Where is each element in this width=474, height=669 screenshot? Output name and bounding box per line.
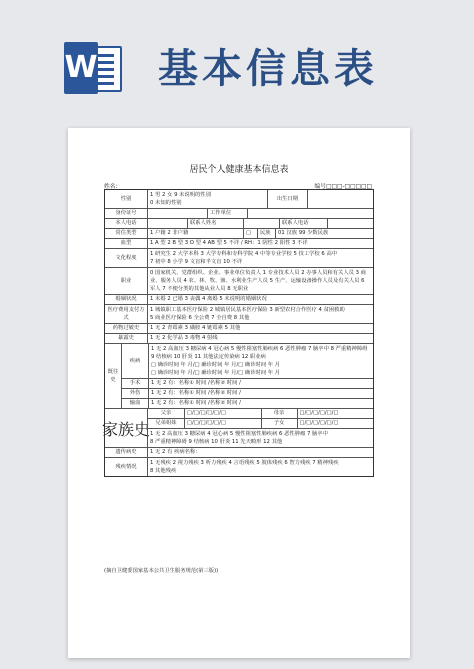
name-label: 姓名: <box>104 184 118 190</box>
id-row: 身份证号 工作单位 <box>105 208 373 218</box>
gender-row: 性别 1 男 2 女 9 未说明的性别 0 未知的性别 出生日期 <box>105 190 373 208</box>
info-form-table <box>104 189 374 477</box>
contact-phone-field[interactable] <box>327 219 373 228</box>
contact-name-field[interactable] <box>243 219 279 228</box>
phone-row: 本人电话 联系人姓名 联系人电话 <box>105 218 373 228</box>
number-label: 编号□□□-□□□□□ <box>314 184 372 190</box>
work-unit-field[interactable] <box>247 209 373 218</box>
occupation-row: 职业 0 国家机关、党群组织、企业、事业单位负责人 1 专业技术人员 2 办事人员和有关人员 3 商业、服务人员 4 农、林、牧、渔、水利业生产人员 5 生产、运输设备操作人员及有关人员 6 军人 7 不便分类的其他从业人员 8 无职业 <box>105 267 373 294</box>
blood-row: 血型 1 A 型 2 B 型 3 O 型 4 AB 型 5 不详 / RH：1 阴性 2 阳性 3 不详 <box>105 238 373 248</box>
genetic-row: 遗传病史 1 无 2 有 疾病名称： <box>105 447 373 457</box>
exposure-row: 暴露史 1 无 2 化学品 3 毒物 4 射线 <box>105 333 373 343</box>
mother-checkboxes[interactable]: □/□/□/□/□/□ <box>297 409 374 418</box>
phone-field[interactable] <box>147 219 187 228</box>
residence-checkbox[interactable]: □ <box>243 229 257 238</box>
banner-title: 基本信息表 <box>158 46 378 92</box>
allergy-row: 药物过敏史 1 无 2 青霉素 3 磺胺 4 链霉素 5 其他 <box>105 323 373 333</box>
word-logo-letter: W <box>64 42 98 94</box>
marriage-row: 婚姻状况 1 未婚 2 已婚 3 丧偶 4 离婚 5 未说明的婚姻状况 <box>105 294 373 304</box>
past-history-block: 既往史 疾病 1 无 2 高血压 3 糖尿病 4 冠心病 5 慢性阻塞性肺疾病 6 恶性肿瘤 7 脑卒中 8 严重精神障碍 9 结核病 10 肝炎 11 其他法定传染病 12 职业病 □ 确诊时间 年 月/□ 确诊时间 年 月/□ 确诊时间 年 月 □ 确诊时间 年 月/□ 确诊时间 年 月/□ 确诊时间 年 月 手术 1 无 2 有：名称① 时间 /名称② 时间 / 外伤 1 无 2 有：名称① 时间 /名称② 时间 / 输血 1 无 2 有：名称① 时间 /名称② 时间 / <box>105 343 373 408</box>
id-field[interactable] <box>147 209 207 218</box>
document-title: 居民个人健康基本信息表 <box>189 165 289 175</box>
family-history-block: 家族史 父亲 □/□/□/□/□/□ 母亲 □/□/□/□/□/□ 兄弟姐妹 □/□/□/□/□/□ 子女 □/□/□/□/□/□ 1 无 2 高血压 3 糖尿病 4 冠心病 5 慢性阻塞性肺疾病 6 恶性肿瘤 7 脑卒中 8 严重精神障碍 9 结核病 10 肝炎 11 先天畸形 12 其他 <box>105 408 373 447</box>
document-page <box>68 128 410 658</box>
footnote: (摘自卫健委国家基本公共卫生服务规范(第三版)) <box>104 568 219 574</box>
disease-row: 疾病 1 无 2 高血压 3 糖尿病 4 冠心病 5 慢性阻塞性肺疾病 6 恶性肿瘤 7 脑卒中 8 严重精神障碍 9 结核病 10 肝炎 11 其他法定传染病 12 职业病 □ 确诊时间 年 月/□ 确诊时间 年 月/□ 确诊时间 年 月 □ 确诊时间 年 月/□ 确诊时间 年 月/□ 确诊时间 年 月 <box>122 344 373 378</box>
education-row: 文化程度 1 研究生 2 大学本科 3 大学专科和专科学院 4 中等专业学校 5 技工学校 6 高中 7 初中 8 小学 9 文盲和半文盲 10 不详 <box>105 248 373 267</box>
word-logo-icon <box>64 42 122 94</box>
father-checkboxes[interactable]: □/□/□/□/□/□ <box>184 409 261 418</box>
children-checkboxes[interactable]: □/□/□/□/□/□ <box>297 419 374 428</box>
transfusion-row: 输血 1 无 2 有：名称① 时间 /名称② 时间 / <box>122 398 373 408</box>
banner <box>0 0 474 128</box>
residence-row: 常住类型 1 户籍 2 非户籍 □ 民族 01 汉族 99 少数民族 <box>105 228 373 238</box>
birth-date-field[interactable] <box>307 190 373 208</box>
payment-row: 医疗费用支付方式 1 城镇职工基本医疗保险 2 城镇居民基本医疗保险 3 新型农村合作医疗 4 贫困救助 5 商业医疗保险 6 全公费 7 全自费 8 其他 <box>105 304 373 323</box>
siblings-checkboxes[interactable]: □/□/□/□/□/□ <box>184 419 261 428</box>
disability-row: 残疾情况 1 无残疾 2 视力残疾 3 听力残疾 4 言语残疾 5 肢体残疾 6 智力残疾 7 精神残疾 8 其他残疾 <box>105 457 373 476</box>
surgery-row: 手术 1 无 2 有：名称① 时间 /名称② 时间 / <box>122 378 373 388</box>
trauma-row: 外伤 1 无 2 有：名称① 时间 /名称② 时间 / <box>122 388 373 398</box>
